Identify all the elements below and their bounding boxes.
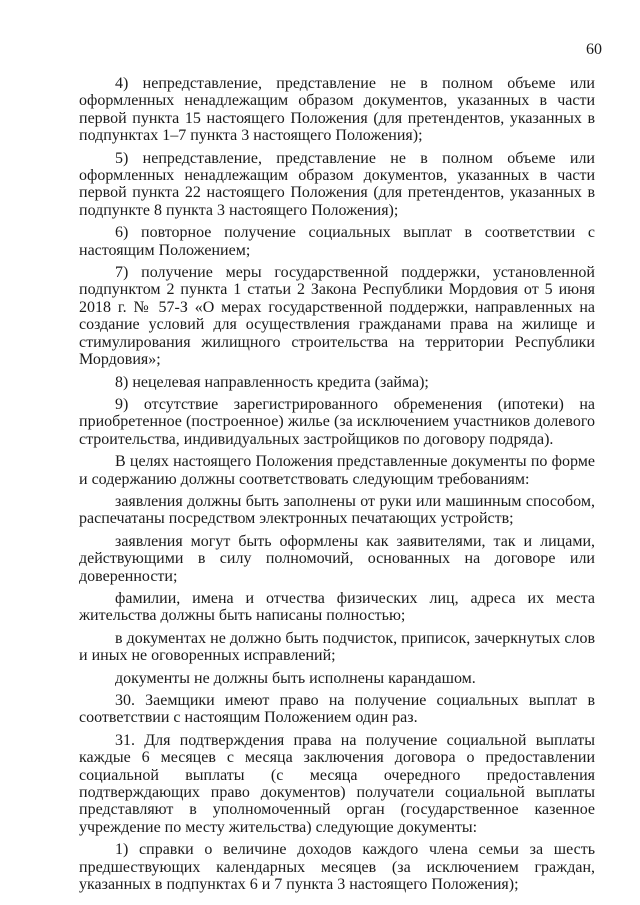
paragraph-requirement-4: в документах не должно быть подчисток, приписок, зачеркнутых слов и иных не оговоренных исправлений; bbox=[79, 629, 595, 665]
paragraph-section-31-item-1: 1) справки о величине доходов каждого члена семьи за шесть предшествующих календарных месяцев (за исключением граждан, указанных в подпунктах 6 и 7 пункта 3 настоящего Положения); bbox=[79, 841, 595, 894]
paragraph-item-9: 9) отсутствие зарегистрированного обременения (ипотеки) на приобретенное (построенное) жилье (за исключением участников долевого строительства, индивидуальных застройщиков по договору подряда). bbox=[79, 395, 595, 448]
paragraph-requirements-intro: В целях настоящего Положения представленные документы по форме и содержанию должны соответствовать следующим требованиям: bbox=[79, 453, 595, 488]
paragraph-requirement-3: фамилии, имена и отчества физических лиц, адреса их места жительства должны быть написаны полностью; bbox=[79, 589, 595, 625]
paragraph-item-4: 4) непредставление, представление не в полном объеме или оформленных ненадлежащим образом документов, указанных в части первой пункта 15 настоящего Положения (для претендентов, указанных в подпунктах 1–7 пункта 3 настоящего Положения); bbox=[79, 75, 595, 145]
page-number: 60 bbox=[586, 41, 602, 58]
document-body bbox=[79, 75, 595, 893]
paragraph-requirement-2: заявления могут быть оформлены как заявителями, так и лицами, действующими в силу полномочий, основанных на договоре или доверенности; bbox=[79, 532, 595, 585]
paragraph-section-30: 30. Заемщики имеют право на получение социальных выплат в соответствии с настоящим Положением один раз. bbox=[79, 692, 595, 727]
paragraph-item-5: 5) непредставление, представление не в полном объеме или оформленных ненадлежащим образом документов, указанных в части первой пункта 22 настоящего Положения (для претендентов, указанных в подпункте 8 пункта 3 настоящего Положения); bbox=[79, 149, 595, 219]
paragraph-requirement-5: документы не должны быть исполнены карандашом. bbox=[115, 669, 476, 687]
paragraph-item-8: 8) нецелевая направленность кредита (займа); bbox=[115, 373, 429, 391]
paragraph-item-6: 6) повторное получение социальных выплат в соответствии с настоящим Положением; bbox=[79, 224, 595, 259]
paragraph-item-7: 7) получение меры государственной поддержки, установленной подпунктом 2 пункта 1 статьи 2 Закона Республики Мордовия от 5 июня 2018 г. № 57-З «О мерах государственной поддержки, направленных на создание условий для осуществления гражданами права на жилище и стимулирования жилищного строительства на территории Республики Мордовия»; bbox=[79, 264, 595, 369]
paragraph-requirement-1: заявления должны быть заполнены от руки или машинным способом, распечатаны посредством электронных печатающих устройств; bbox=[79, 492, 595, 528]
paragraph-section-31: 31. Для подтверждения права на получение социальной выплаты каждые 6 месяцев с месяца заключения договора о предоставлении социальной выплаты (с месяца очередного предоставления подтверждающих право документов) получатели социальной выплаты представляют в уполномоченный орган (государственное казенное учреждение по месту жительства) следующие документы: bbox=[79, 731, 595, 836]
